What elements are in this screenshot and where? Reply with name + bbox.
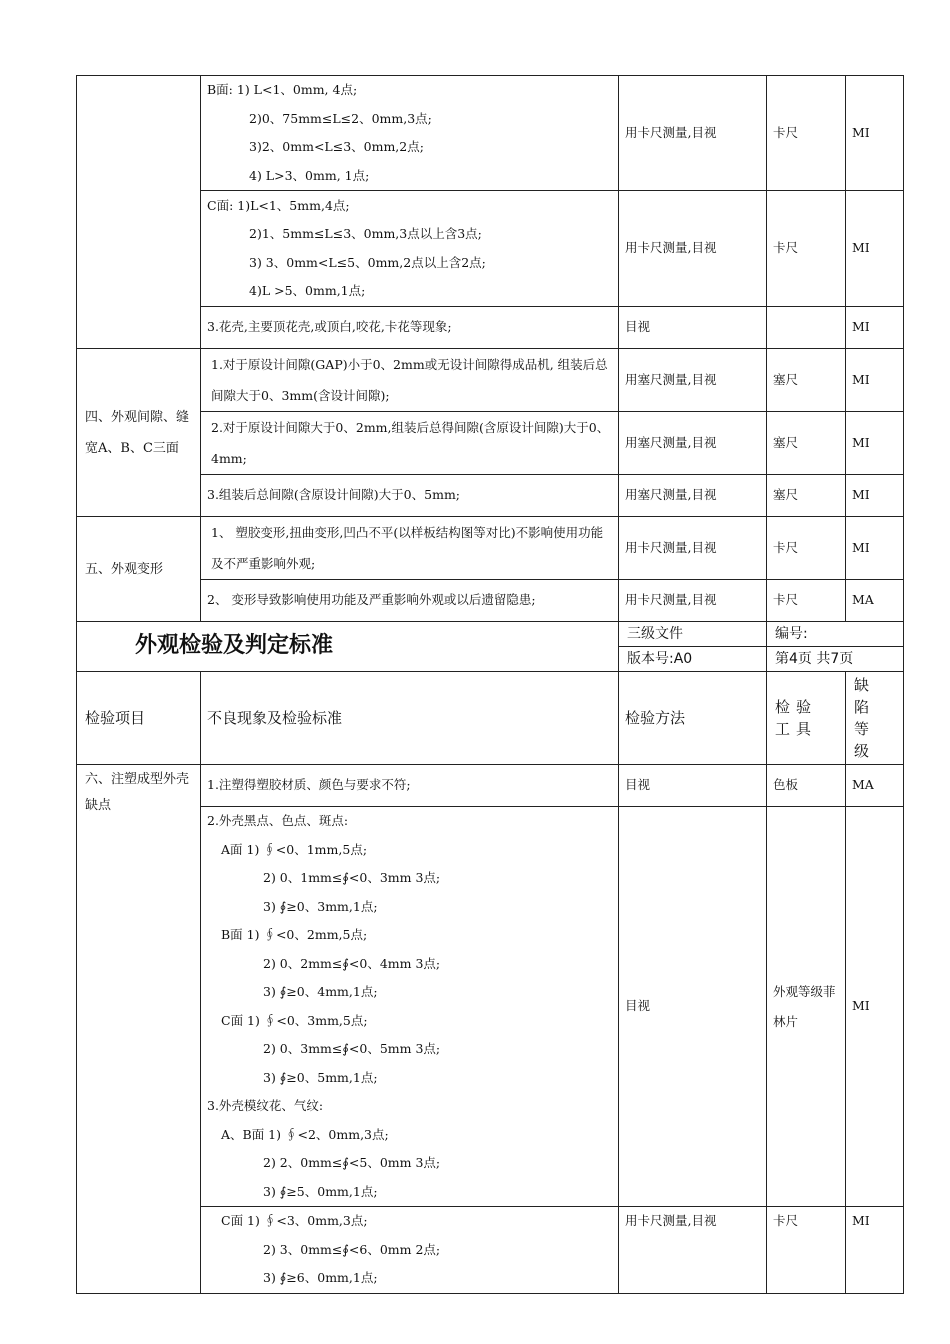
tool-cell: 卡尺 [767, 191, 846, 307]
gap-criteria-1 [201, 349, 619, 412]
deform-criteria-1 [201, 517, 619, 580]
document-number-label: 编号: [767, 622, 904, 647]
criteria-line: A、B面 1) ∮<2、0mm,3点; [221, 1126, 389, 1142]
column-header-row [77, 672, 904, 765]
col-header-defect: 不良现象及检验标准 [201, 672, 619, 765]
criteria-line: 2) 2、0mm≤∮<5、0mm 3点; [263, 1155, 441, 1170]
criteria-line: 3.外壳模纹花、气纹: [207, 1098, 324, 1113]
tool-cell: 卡尺 [767, 76, 846, 191]
table-row [77, 349, 904, 412]
gap-criteria-2 [201, 412, 619, 475]
criteria-line: 3) ∮≥0、3mm,1点; [263, 898, 378, 914]
tool-cell: 塞尺 [767, 412, 846, 475]
page-indicator: 第4页 共7页 [767, 647, 904, 672]
col-header-tool: 检验工具 [767, 672, 846, 765]
criteria-line: C面: 1)L<1、5mm,4点; [207, 197, 350, 213]
tool-cell: 卡尺 [767, 580, 846, 622]
c-face-criteria [201, 191, 619, 307]
level-cell: MI [846, 349, 904, 412]
level-cell: MI [846, 1207, 904, 1294]
inspection-table [76, 75, 904, 1294]
level-cell: MI [846, 307, 904, 349]
material-criteria: 1.注塑得塑胶材质、颜色与要求不符; [201, 765, 619, 807]
method-cell: 目视 [619, 307, 767, 349]
criteria-line: 3) ∮≥5、0mm,1点; [263, 1183, 378, 1199]
method-cell: 用卡尺测量,目视 [619, 580, 767, 622]
criteria-line: C面 1) ∮<0、3mm,5点; [221, 1012, 368, 1028]
criteria-line: 4)L >5、0mm,1点; [249, 283, 366, 298]
level-cell: MI [846, 76, 904, 191]
criteria-line: 3) ∮≥0、4mm,1点; [263, 984, 378, 999]
document-level: 三级文件 [619, 622, 767, 647]
document-header-row [77, 622, 904, 647]
level-cell: MI [846, 517, 904, 580]
flower-criteria: 3.花壳,主要顶花壳,或顶白,咬花,卡花等现象; [201, 307, 619, 349]
tool-cell: 卡尺 [767, 1207, 846, 1294]
col-header-item: 检验项目 [77, 672, 201, 765]
criteria-line: B面: 1) L<1、0mm, 4点; [207, 82, 358, 97]
criteria-text: 1、 塑胶变形,扭曲变形,凹凸不平(以样板结构图等对比)不影响使用功能及不严重影响外观; [211, 525, 604, 571]
method-cell: 用塞尺测量,目视 [619, 475, 767, 517]
criteria-line: 2)0、75mm≤L≤2、0mm,3点; [249, 110, 432, 126]
c-spot-criteria [201, 1207, 619, 1294]
method-cell: 用卡尺测量,目视 [619, 76, 767, 191]
section-title-text: 六、注塑成型外壳缺点 [85, 772, 190, 813]
table-row [77, 76, 904, 191]
table-row [77, 475, 904, 517]
criteria-line: 3) 3、0mm<L≤5、0mm,2点以上含2点; [249, 254, 486, 270]
method-cell: 用卡尺测量,目视 [619, 1207, 767, 1294]
col-header-method: 检验方法 [619, 672, 767, 765]
table-row [77, 517, 904, 580]
section-cell-continued [77, 76, 201, 349]
criteria-line: 2) 3、0mm≤∮<6、0mm 2点; [263, 1241, 441, 1257]
criteria-line: 2) 0、3mm≤∮<0、5mm 3点; [263, 1041, 441, 1056]
table-row [77, 1207, 904, 1294]
section-6-title [77, 765, 201, 1294]
level-cell: MI [846, 475, 904, 517]
gap-criteria-3: 3.组装后总间隙(含原设计间隙)大于0、5mm; [201, 475, 619, 517]
tool-cell: 色板 [767, 765, 846, 807]
tool-cell: 卡尺 [767, 517, 846, 580]
level-cell: MA [846, 580, 904, 622]
level-cell: MA [846, 765, 904, 807]
criteria-line: 3)2、0mm<L≤3、0mm,2点; [249, 139, 424, 154]
table-row [77, 307, 904, 349]
spot-criteria [201, 807, 619, 1207]
criteria-text: 1.对于原设计间隙(GAP)小于0、2mm或无设计间隙得成品机, 组装后总间隙大于0、3mm(含设计间隙); [211, 357, 608, 403]
tool-cell: 塞尺 [767, 349, 846, 412]
level-cell: MI [846, 191, 904, 307]
criteria-line: 2.外壳黑点、色点、斑点: [207, 813, 349, 828]
method-cell: 目视 [619, 765, 767, 807]
tool-cell: 外观等级菲林片 [767, 807, 846, 1207]
document-version: 版本号:A0 [619, 647, 767, 672]
method-cell: 用卡尺测量,目视 [619, 191, 767, 307]
table-row [77, 191, 904, 307]
tool-cell: 塞尺 [767, 475, 846, 517]
deform-criteria-2: 2、 变形导致影响使用功能及严重影响外观或以后遗留隐患; [201, 580, 619, 622]
criteria-line: 4) L>3、0mm, 1点; [249, 167, 370, 183]
method-cell: 用塞尺测量,目视 [619, 349, 767, 412]
criteria-line: 2) 0、1mm≤∮<0、3mm 3点; [263, 870, 441, 885]
col-header-level: 缺陷等级 [846, 672, 904, 765]
criteria-line: 3) ∮≥6、0mm,1点; [263, 1270, 378, 1285]
criteria-text: 2.对于原设计间隙大于0、2mm,组装后总得间隙(含原设计间隙)大于0、4mm; [211, 420, 610, 466]
section-4-title: 四、外观间隙、缝宽A、B、C三面 [77, 349, 201, 517]
table-row [77, 580, 904, 622]
criteria-line: B面 1) ∮<0、2mm,5点; [221, 927, 368, 942]
document-title: 外观检验及判定标准 [77, 622, 619, 672]
section-5-title: 五、外观变形 [77, 517, 201, 622]
level-cell: MI [846, 807, 904, 1207]
table-row [77, 765, 904, 807]
criteria-line: 2)1、5mm≤L≤3、0mm,3点以上含3点; [249, 226, 482, 241]
b-face-criteria [201, 76, 619, 191]
criteria-line: A面 1) ∮<0、1mm,5点; [221, 841, 368, 857]
table-row [77, 807, 904, 1207]
table-row [77, 412, 904, 475]
criteria-line: 2) 0、2mm≤∮<0、4mm 3点; [263, 955, 441, 971]
method-cell: 用卡尺测量,目视 [619, 517, 767, 580]
criteria-line: C面 1) ∮<3、0mm,3点; [221, 1213, 368, 1228]
tool-cell [767, 307, 846, 349]
method-cell: 目视 [619, 807, 767, 1207]
criteria-line: 3) ∮≥0、5mm,1点; [263, 1069, 378, 1085]
level-cell: MI [846, 412, 904, 475]
inspection-document [76, 75, 903, 1294]
method-cell: 用塞尺测量,目视 [619, 412, 767, 475]
